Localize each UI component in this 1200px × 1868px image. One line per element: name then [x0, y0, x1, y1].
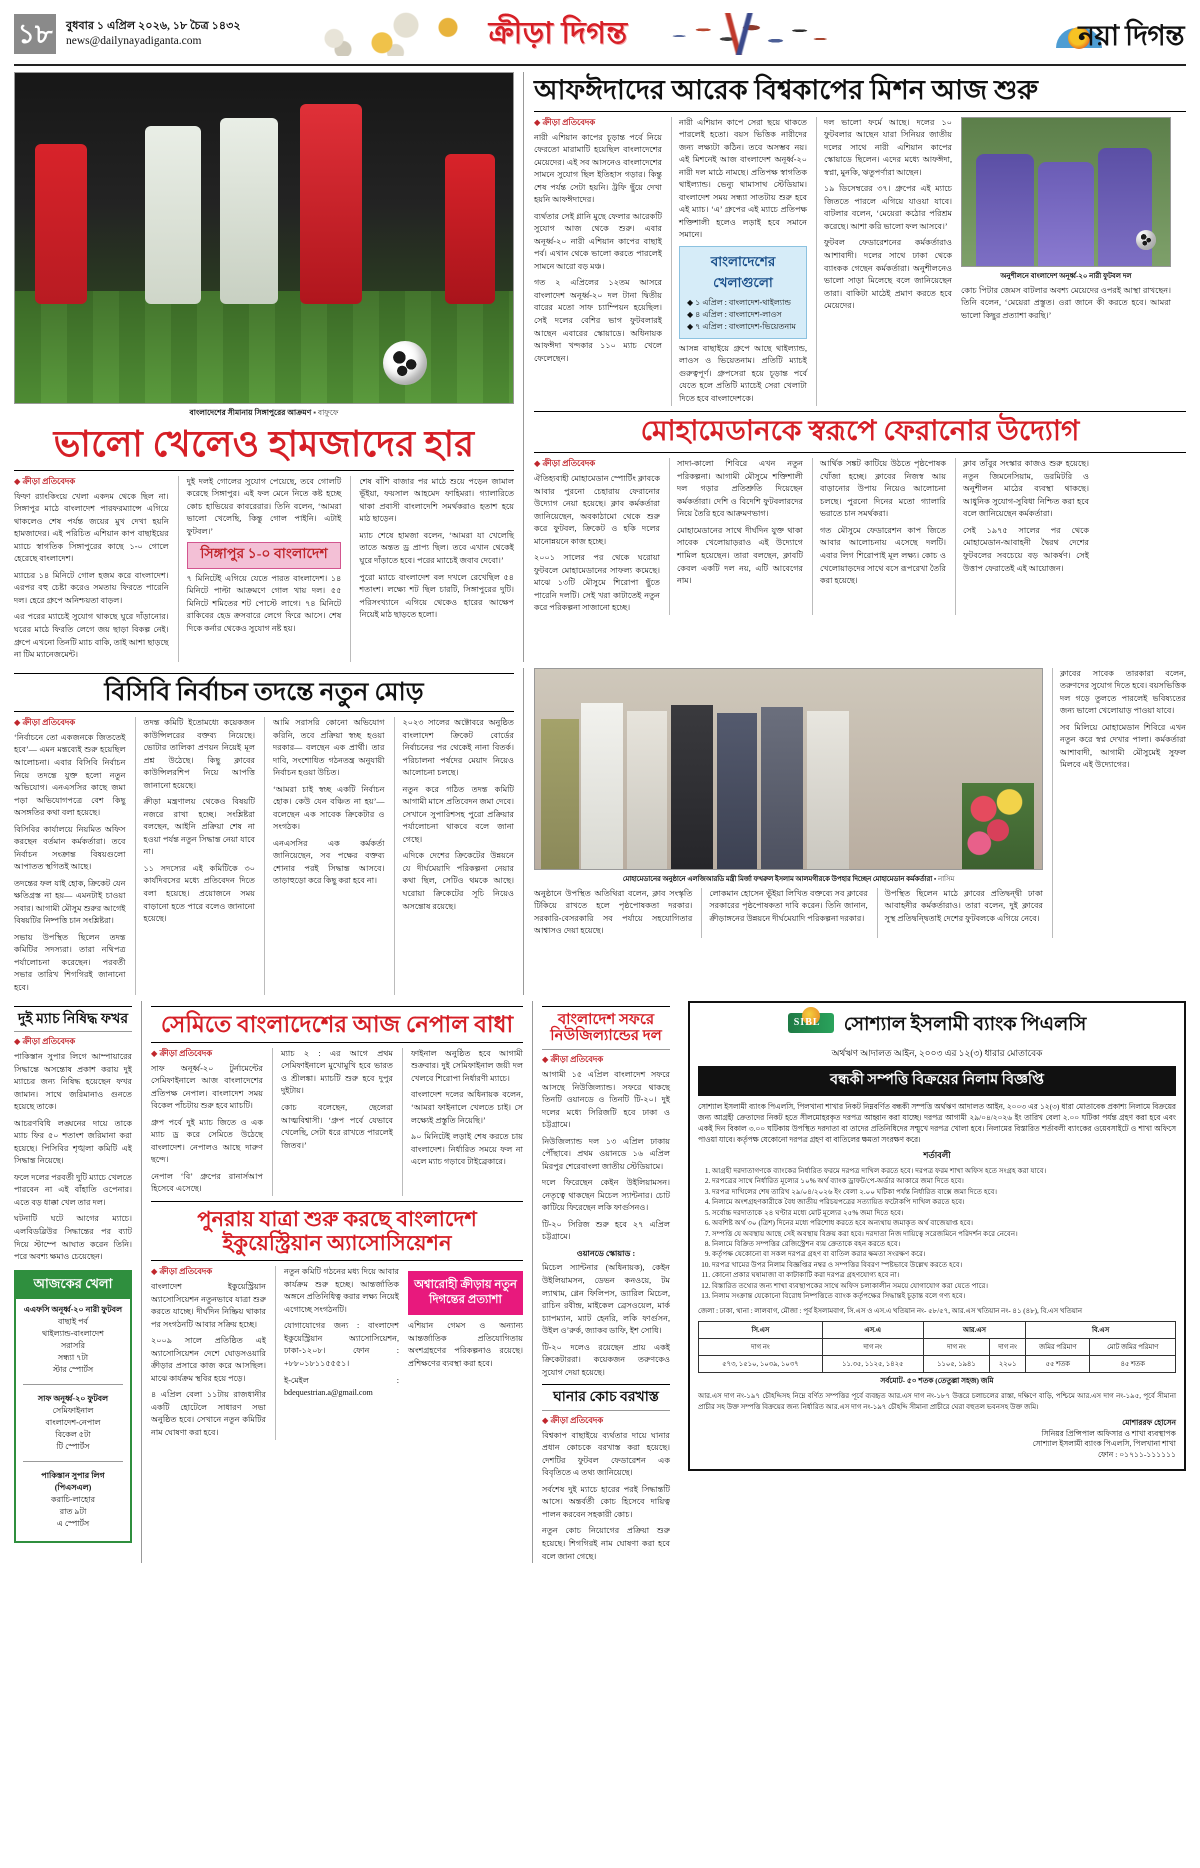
- photo-player-red-1: [35, 144, 87, 304]
- mohammedan-photo-caption: মোহামেডানের অনুষ্ঠানে এলজিআরডি মন্ত্রী মির্জা ফখরুল ইসলাম আলমগীরকে উপহার দিচ্ছেন মোহামেডান কর্মকর্তারা ▪ নাসিম: [622, 875, 955, 883]
- mohammedan-top-body: [534, 458, 1186, 615]
- todays-games-box: [14, 1270, 132, 1543]
- table-subheader: দাগ নং: [699, 1339, 823, 1356]
- section-title: ক্রীড়া দিগন্ত: [488, 16, 628, 50]
- lead-photo-caption: বাংলাদেশের সীমানায় সিঙ্গাপুরের আক্রমণ ▪ বাফুফে: [189, 408, 339, 417]
- divider: [542, 1410, 670, 1411]
- contact-email: news@dailynayadiganta.com: [66, 34, 202, 47]
- divider: [14, 711, 514, 712]
- term-item: 5. সর্বোচ্চ দরদাতাকে ২৪ ঘণ্টার মধ্যে মোট মূল্যের ২৫% জমা দিতে হবে।: [712, 1208, 1176, 1218]
- divider: [23, 1384, 123, 1385]
- divider: [23, 1461, 123, 1462]
- photo-player-2: [1038, 162, 1094, 266]
- bottom-section: [14, 1001, 1186, 1564]
- ad-address-note: আর.এস দাগ নং-১৯৭ চৌহদ্দিসহ নিম্নে বর্ণিত সম্পত্তির পূর্বে ব্যবহৃত আর.এস দাগ নং-১৮৭ উত্তরে চলাচলের রাস্তা, দক্ষিণে বাড়ি, পশ্চিমে আর.এস দাগ নং-১৯৫, পূর্বে সীমানা প্রাচীর সহ উক্ত সম্পত্তি বিক্রয়ের জন্য নির্ধারিত আর.এস দাগ নং-১৯৭ চৌহদ্দি সীমানা প্রাচীরে ঘেরা বহুতল ভবনসহ উক্ত জমি।: [698, 1392, 1176, 1411]
- term-item: 13. নিলাম সংক্রান্ত যেকোনো বিরোধ নিষ্পত্তিতে ব্যাংক কর্তৃপক্ষের সিদ্ধান্তই চূড়ান্ত বলে গণ্য হবে।: [712, 1291, 1176, 1301]
- publication-date: বুধবার ১ এপ্রিল ২০২৬, ১৮ চৈত্র ১৪৩২: [66, 19, 241, 32]
- divider: [534, 452, 1186, 453]
- lead-photo: [14, 72, 514, 404]
- lead-column-2: দুই দলই গোলের সুযোগ পেয়েছে, তবে গোলটি করেছে সিঙ্গাপুর। এই ফল মেনে নিতে কষ্ট হচ্ছে কোচ হাভিয়ের কাবরেরার। তিনি বলেন, ‘আমরা ভালো খেলেছি, কিন্তু গোল পাইনি। এটাই ফুটবল।’ সিঙ্গাপুর ১-০ বাংলাদেশ ৭ মিনিটেই এগিয়ে যেতে পারত বাংলাদেশ। ১৪ মিনিটে পাল্টা আক্রমণে গোল খায় দল। ৫৫ মিনিটে শমিতের শট পোস্টে লাগে। ৭৪ মিনিটে রাকিবের হেড ক্রসবারে লেগে ফিরে আসে। শেষ দিকে কর্নার থেকেও সুযোগ নষ্ট হয়।: [178, 476, 342, 662]
- afeida-photo-column: [961, 117, 1171, 406]
- term-item: 9. কর্তৃপক্ষ যেকোনো বা সকল দরপত্র গ্রহণ বা বাতিল করার ক্ষমতা সংরক্ষণ করে।: [712, 1249, 1176, 1259]
- byline: ◆ ক্রীড়া প্রতিবেদক: [542, 1055, 604, 1065]
- photo-person-7: [807, 711, 849, 869]
- mohammedan-photo-block: [534, 668, 1043, 938]
- nz-body: ◆ ক্রীড়া প্রতিবেদক আগামী ১৫ এপ্রিল বাংলাদেশ সফরে আসছে নিউজিল্যান্ড। সফরে থাকছে তিনটি ওয়ানডে ও তিনটি টি-২০। দুই দলের মধ্যে সিরিজটি হবে ঢাকা ও চট্টগ্রামে। নিউজিল্যান্ড দল ১৩ এপ্রিল ঢাকায় পৌঁছাবে। প্রথম ওয়ানডে ১৬ এপ্রিল মিরপুর শেরেবাংলা জাতীয় স্টেডিয়ামে। দলে ফিরেছেন কেইন উইলিয়ামসন। নেতৃত্বে থাকছেন মিচেল স্যান্টনার। চোট কাটিয়ে ফিরেছেন লকি ফার্গুসনও। টি-২০ সিরিজ শুরু হবে ২৭ এপ্রিল চট্টগ্রামে। ওয়ানডে স্কোয়াড : মিচেল স্যান্টনার (অধিনায়ক), কেইন উইলিয়ামসন, ডেভন কনওয়ে, টম ল্যাথাম, গ্লেন ফিলিপস, ড্যারিল মিচেল, রাচিন রবীন্দ্র, মাইকেল ব্রেসওয়েল, মার্ক চ্যাপম্যান, ম্যাট হেনরি, লকি ফার্গুসন, উইল ও’রুর্ক, জ্যাকব ডাফি, ইশ সোধি। টি-২০ দলেও রয়েছেন প্রায় একই ক্রিকেটাররা। কয়েকজন তরুণকেও সুযোগ দেয়া হয়েছে।: [542, 1055, 670, 1377]
- sibl-logo-icon: [788, 1009, 834, 1043]
- table-cell: ১১.৩৫, ১১২৫, ১৪২৫: [822, 1356, 923, 1373]
- byline: ◆ ক্রীড়া প্রতিবেদক: [534, 459, 596, 469]
- ad-body-text: সোশ্যাল ইসলামী ব্যাংক পিএলসি, পিলখানা শাখার নিকট নিম্নবর্ণিত বন্ধকী সম্পত্তি অর্থঋণ আদালত আইন, ২০০৩ এর ১২(৩) ধারা মোতাবেক প্রকাশ্য নিলামে বিক্রয়ের জন্য আগ্রহী ক্রেতাদের নিকট হতে সীলমোহরকৃত দরপত্র আহ্বান করা যাচ্ছে। দরপত্র আগামী ২৯/০৪/২০২৬ ইং তারিখ বেলা ২.০০ ঘটিকা পর্যন্ত গ্রহণ করা হবে এবং একই দিন বিকাল ৩.০০ ঘটিকায় উপস্থিত দরদাতা বা তাদের প্রতিনিধিদের সম্মুখে দরপত্র খোলা হবে। নিলামের বিস্তারিত শর্তাবলী ব্যাংকের ওয়েবসাইটে ও শাখা অফিসে পাওয়া যাবে। কর্তৃপক্ষ যেকোনো দরপত্র গ্রহণ বা বাতিলের ক্ষমতা সংরক্ষণ করে।: [698, 1101, 1176, 1144]
- divider: [534, 411, 1186, 412]
- afeida-headline: আফঈদাদের আরেক বিশ্বকাপের মিশন আজ শুরু: [534, 75, 1038, 105]
- mohammedan-continued: [523, 668, 1186, 995]
- semi-column-2: ম্যাচ ২ : এর আগে প্রথম সেমিফাইনালে মুখোমুখি হবে ভারত ও শ্রীলঙ্কা। ম্যাচটি শুরু হবে দুপুর দুইটায়। কোচ বলেছেন, ছেলেরা আত্মবিশ্বাসী। ‘গ্রুপ পর্বে যেভাবে খেলেছি, সেটা ধরে রাখতে পারলেই জিতব।’: [272, 1048, 393, 1196]
- mohammedan-column-5: অনুষ্ঠানে উপস্থিত অতিথিরা বলেন, ক্লাব সংস্কৃতি টিকিয়ে রাখতে হলে পৃষ্ঠপোষকতা দরকার। সরকারি-বেসরকারি সব পর্যায়ে সহযোগিতার আশ্বাসও দেয়া হয়েছে।: [534, 888, 693, 936]
- afeida-column-3: দল ভালো ফর্মে আছে। দলের ১০ ফুটবলার আছেন যারা সিনিয়র জাতীয় দলের সাথে নারী এশিয়ান কাপের স্কোয়াডে ছিলেন। এদের মধ্যে আফঈদা, স্বপ্না, মুনকি, ঋতুপর্ণারা আছেন। ১৯ ডিসেম্বরের ৩৭। গ্রুপের এই ম্যাচে জিততে পারলে এগিয়ে যাওয়া যাবে। বাটলার বলেন, ‘মেয়েরা কঠোর পরিশ্রম করেছে। আশা করি ভালো ফল আসবে।’ ফুটবল ফেডারেশনের কর্মকর্তারাও আশাবাদী। দলের সাথে ঢাকা থেকে ব্যাংকক গেছেন কর্মকর্তারা। অনুশীলনেও ভালো সাড়া মিলেছে বলে জানিয়েছেন তারা। বাকিটা মাঠেই প্রমাণ করতে হবে মেয়েদের।: [816, 117, 952, 406]
- ad-terms-list: [698, 1166, 1176, 1302]
- page-number: ১৮: [14, 14, 56, 54]
- bank-name: সোশ্যাল ইসলামী ব্যাংক পিএলসি: [843, 1013, 1087, 1035]
- top-section: [14, 72, 1186, 662]
- masthead-rule: [14, 64, 1186, 66]
- table-header: বি.এস: [1026, 1322, 1176, 1339]
- todays-games-title: আজকের খেলা: [16, 1272, 130, 1299]
- photo-person-4: [671, 705, 713, 869]
- masthead-dateblock: [66, 19, 241, 49]
- divider: [14, 1006, 132, 1007]
- athletes-banner-image: [662, 13, 834, 55]
- photo-player-1: [976, 154, 1034, 266]
- byline: ◆ ক্রীড়া প্রতিবেদক: [14, 476, 76, 486]
- photo-flower-bouquet: [962, 783, 1034, 869]
- auction-advertisement: [688, 1001, 1186, 1471]
- bottom-col-c: [532, 1001, 670, 1564]
- byline: ◆ ক্রীড়া প্রতিবেদক: [151, 1048, 213, 1058]
- byline: ◆ ক্রীড়া প্রতিবেদক: [14, 718, 76, 728]
- ad-property-table: [698, 1321, 1176, 1373]
- photo-person-1: [541, 719, 579, 869]
- mohammedan-column-3: আর্থিক সঙ্কট কাটিয়ে উঠতে পৃষ্ঠপোষক খোঁজা হচ্ছে। ক্লাবের নিজস্ব আয় বাড়ানোর উপায় নিয়েও আলোচনা চলছে। পুরনো দিনের মতো গ্যালারি ভরাতে চান সমর্থকরা। গত মৌসুমে ফেডারেশন কাপ জিতে আবার আলোচনায় এসেছে দলটি। এবার লিগ শিরোপাই মূল লক্ষ্য। কোচ ও খেলোয়াড়দের সাথে বসে রূপরেখা তৈরি করা হয়েছে।: [812, 458, 946, 615]
- term-item: 6. অবশিষ্ট অর্থ ৩০ (ত্রিশ) দিনের মধ্যে পরিশোধ করতে হবে অন্যথায় জমাকৃত অর্থ বাজেয়াপ্ত হবে।: [712, 1218, 1176, 1228]
- table-subheader: দাগ নং: [822, 1339, 923, 1356]
- ad-subtitle: অর্থঋণ আদালত আইন, ২০০৩ এর ১২(৩) ধারার মোতাবেক: [831, 1047, 1043, 1058]
- table-cell: ৫৭৩, ১৫১০, ১০৩৯, ১০৩৭: [699, 1356, 823, 1373]
- divider: [151, 1260, 523, 1261]
- score-box: সিঙ্গাপুর ১-০ বাংলাদেশ: [187, 542, 342, 568]
- bcb-body: [14, 717, 514, 994]
- todays-games-item: পাকিস্তান সুপার লিগ (পিএসএল) করাচি-লাহোর রাত ৯টা এ স্পোর্টস: [41, 1470, 105, 1528]
- logo-text: SIBL: [793, 1016, 821, 1028]
- fakhar-headline: দুই ম্যাচ নিষিদ্ধ ফখর: [17, 1011, 129, 1027]
- afeida-photo: [961, 117, 1171, 267]
- semi-column-3: ফাইনাল অনুষ্ঠিত হবে আগামী শুক্রবার। দুই সেমিফাইনাল জয়ী দল খেলবে শিরোপা নির্ধারণী ম্যাচে। বাংলাদেশ দলের অধিনায়ক বলেন, ‘আমরা ফাইনালে খেলতে চাই। সে লক্ষ্যেই প্রস্তুতি নিয়েছি।’ ৯০ মিনিটেই লড়াই শেষ করতে চায় বাংলাদেশ। নির্ধারিত সময়ে ফল না এলে ম্যাচ গড়াবে টাইব্রেকারে।: [402, 1048, 523, 1196]
- schedule-item: ◆ ১ এপ্রিল : বাংলাদেশ-থাইল্যান্ড: [687, 297, 791, 307]
- equestrian-promo-box: অশ্বারোহী ক্রীড়ায় নতুন দিগন্তের প্রত্যাশা: [408, 1271, 523, 1315]
- term-item: 1. আগ্রহী দরদাতাগণকে ব্যাংকের নির্ধারিত ফরমে দরপত্র দাখিল করতে হবে। দরপত্র ফরম শাখা অফিস হতে সংগ্রহ করা যাবে।: [712, 1166, 1176, 1176]
- divider: [14, 1031, 132, 1032]
- equestrian-headline: পুনরায় যাত্রা শুরু করছে বাংলাদেশ ইকুয়েস্ট্রিয়ান অ্যাসোসিয়েশন: [197, 1207, 477, 1256]
- lead-body: [14, 476, 514, 662]
- term-item: 2. দরপত্রের সাথে নির্ধারিত মূল্যের ১০% অর্থ ব্যাংক ড্রাফট/পে-অর্ডার আকারে জমা দিতে হবে।: [712, 1176, 1176, 1186]
- table-subheader: মোট জমির পরিমাণ: [1090, 1339, 1176, 1356]
- photo-player-white-2: [220, 118, 278, 304]
- schedule-box: [679, 246, 807, 339]
- table-cell: ১১০৫, ১৯৪১: [923, 1356, 989, 1373]
- ad-signature: মোশাররফ হোসেন সিনিয়র প্রিন্সিপাল অফিসার ও শাখা ব্যবস্থাপক সোশ্যাল ইসলামী ব্যাংক পিএলসি, পিলখানা শাখা ফোন : ০১৭১১-১১১১১১: [1032, 1418, 1176, 1460]
- table-header-row: [699, 1322, 1176, 1339]
- ad-total-line: সর্বমোট- ৫০ শতক (তেতুল্লা সহজ) জমি: [880, 1376, 994, 1386]
- mohammedan-column-8: ক্লাবের সাবেক তারকারা বলেন, তরুণদের সুযোগ দিতে হবে। বয়সভিত্তিক দল গড়ে তুলতে পারলেই ভবিষ্যতের জন্য ভালো খেলোয়াড় পাওয়া যাবে। সব মিলিয়ে মোহামেডান শিবিরে এখন নতুন করে স্বপ্ন দেখার পালা। কর্মকর্তারা আশাবাদী, আগামী মৌসুমেই সুফল মিলবে এই উদ্যোগের।: [1052, 668, 1186, 938]
- photo-football-icon: [383, 341, 427, 385]
- bcb-headline: বিসিবি নির্বাচন তদন্তে নতুন মোড়: [104, 678, 424, 706]
- nz-headline: বাংলাদেশ সফরে নিউজিল্যান্ডের দল: [550, 1011, 662, 1045]
- table-header: এস.এ: [822, 1322, 923, 1339]
- mohammedan-column-1: ◆ ক্রীড়া প্রতিবেদক ঐতিহ্যবাহী মোহামেডান স্পোর্টিং ক্লাবকে আবার পুরনো চেহারায় ফেরানোর উদ্যোগ নেয়া হয়েছে। ক্লাব কর্মকর্তারা জানিয়েছেন, অবকাঠামো থেকে শুরু করে ফুটবল, ক্রিকেট ও হকি দলের মানোন্নয়নে কাজ হচ্ছে। ২০০১ সালের পর থেকে ঘরোয়া ফুটবলে মোহামেডানের সাফল্য কমেছে। মাঝে ১৩টি মৌসুমে শিরোপা ছুঁতে পারেনি দলটি। সেই খরা কাটাতেই নতুন করে পরিকল্পনা সাজানো হচ্ছে।: [534, 459, 660, 613]
- afeida-photo-caption: অনুশীলনে বাংলাদেশ অনূর্ধ্ব-২০ নারী ফুটবল দল: [1000, 271, 1132, 280]
- lead-headline: ভালো খেলেও হামজাদের হার: [53, 424, 475, 464]
- term-item: 12. বিস্তারিত তথ্যের জন্য শাখা ব্যবস্থাপকের সাথে অফিস চলাকালীন সময়ে যোগাযোগ করা যেতে পারে।: [712, 1281, 1176, 1291]
- divider: [534, 111, 1186, 112]
- semi-body: [151, 1048, 523, 1196]
- divider: [542, 1384, 670, 1385]
- divider: [14, 673, 514, 674]
- photo-player-white-1: [145, 126, 201, 304]
- table-cell: ৪৫ শতক: [1090, 1356, 1176, 1373]
- term-item: 3. দরপত্র দাখিলের শেষ তারিখ ২৯/০৪/২০২৬ ইং বেলা ২.০০ ঘটিকা পর্যন্ত নির্ধারিত বাক্সে জমা দিতে হবে।: [712, 1187, 1176, 1197]
- divider: [542, 1049, 670, 1050]
- mohammedan-photo: [534, 668, 1043, 870]
- photo-player-red-2: [300, 104, 362, 304]
- photo-person-2: [581, 703, 623, 869]
- ghana-body: ◆ ক্রীড়া প্রতিবেদক বিশ্বকাপ বাছাইয়ে ব্যর্থতার দায়ে ঘানার প্রধান কোচকে বরখাস্ত করা হয়েছে। দেশটির ফুটবল ফেডারেশন এক বিবৃতিতে এ তথ্য জানিয়েছে। সর্বশেষ দুই ম্যাচে হারের পরই সিদ্ধান্তটি আসে। অন্তর্বর্তী কোচ হিসেবে দায়িত্ব পালন করবেন সহকারী কোচ। নতুন কোচ নিয়োগের প্রক্রিয়া শুরু হয়েছে। শিগগিরই নাম ঘোষণা করা হবে বলে জানা গেছে।: [542, 1415, 670, 1561]
- equestrian-column-3: অশ্বারোহী ক্রীড়ায় নতুন দিগন্তের প্রত্যাশা এশিয়ান গেমস ও অন্যান্য আন্তর্জাতিক প্রতিযোগিতায় অংশগ্রহণের পরিকল্পনাও রয়েছে। প্রশিক্ষণের ব্যবস্থা করা হবে।: [408, 1266, 523, 1439]
- brand-logo: [1056, 14, 1184, 61]
- todays-games-item: সাফ অনূর্ধ্ব-২০ ফুটবল সেমিফাইনাল বাংলাদেশ-নেপাল বিকেল ৫টা টি স্পোর্টস: [37, 1393, 109, 1451]
- table-subheader: জমির পরিমাণ: [1026, 1339, 1090, 1356]
- mohammedan-column-4: ক্লাব তাঁবুর সংস্কার কাজও শুরু হয়েছে। নতুন জিমনেসিয়াম, ডরমিটরি ও অনুশীলন মাঠের ব্যবস্থা থাকছে। আধুনিক সুযোগ-সুবিধা নিশ্চিত করা হবে বলে জানিয়েছেন কর্মকর্তারা। সেই ১৯৭৫ সালের পর থেকে মোহামেডান-আবাহনী দ্বৈরথ দেশের ফুটবলের সবচেয়ে বড় আকর্ষণ। সেই উত্তাপ ফেরাতেই এই আয়োজন।: [955, 458, 1089, 615]
- bottom-col-a: [14, 1001, 132, 1564]
- bcb-story: [14, 668, 514, 995]
- table-cell: ২২০১: [990, 1356, 1026, 1373]
- bottom-col-d: [679, 1001, 1186, 1564]
- mohammedan-column-2: সাদা-কালো শিবিরে এখন নতুন পরিকল্পনা। আগামী মৌসুমে শক্তিশালী দল গড়ার প্রতিশ্রুতি দিয়েছেন কর্মকর্তারা। দেশি ও বিদেশি ফুটবলারদের নিয়ে তৈরি হবে আক্রমণভাগ। মোহামেডানের সাথে দীর্ঘদিন যুক্ত থাকা সাবেক খেলোয়াড়রাও এই উদ্যোগে শামিল হয়েছেন। তারা বলছেন, ক্লাবটি কেবল একটি দল নয়, এটি আবেগের নাম।: [669, 458, 803, 615]
- schedule-item: ◆ ৭ এপ্রিল : বাংলাদেশ-ভিয়েতনাম: [687, 321, 796, 331]
- ad-property-note: জেলা : ঢাকা, থানা : লালবাগ, মৌজা : পূর্ব ইসলামবাগ, সি.এস ও এস.এ খতিয়ান নং- ৫৮/৫৭, আর.এস খতিয়ান নং- ৪১ (৪৮), বি.এস খতিয়ান: [698, 1306, 1083, 1315]
- photo-person-3: [627, 711, 667, 869]
- middle-section: [14, 668, 1186, 995]
- term-item: 10. দরপত্র খামের উপর নিলাম বিজ্ঞপ্তির নম্বর ও সম্পত্তির বিবরণ স্পষ্টভাবে উল্লেখ করতে হবে।: [712, 1260, 1176, 1270]
- afeida-column-1: ◆ ক্রীড়া প্রতিবেদক নারী এশিয়ান কাপের চূড়ান্ত পর্বে নিয়ে ফেরতো মারামাটি হয়েছিল বাংলাদেশের মেয়েদের। এই সব আসনেও বাংলাদেশের সামনে সুযোগ ছিল ইতিহাস গড়ার। কিন্তু শেষ পর্যন্ত সেটা হয়নি। ট্রফি ছুঁয়ে দেখা হয়নি আফঈদাদের। ব্যর্থতার সেই গ্লানি মুছে ফেলার আরেকটি সুযোগ আজ থেকে শুরু। এবার অনূর্ধ্ব-২০ নারী এশিয়ান কাপের বাছাই পর্ব। এখান থেকে ভালো করতে পারলেই সামনে আরো বড় মঞ্চ। গত ২ এপ্রিলের ১২তম আসরে বাংলাদেশ অনূর্ধ্ব-২০ দল টানা দ্বিতীয় বারের মতো সাফ চ্যাম্পিয়ন হয়েছিল। সেই দলের বেশির ভাগ ফুটবলারই আছেন এবারের স্কোয়াডে। অধিনায়ক আফঈদা খন্দকার ১১০ ম্যাচ খেলে ফেলেছেন।: [534, 117, 662, 363]
- schedule-item: ◆ ৪ এপ্রিল : বাংলাদেশ-লাওস: [687, 309, 782, 319]
- bottom-col-b: [141, 1001, 523, 1564]
- semi-column-1: ◆ ক্রীড়া প্রতিবেদক সাফ অনূর্ধ্ব-২০ টুর্নামেন্টের সেমিফাইনালে আজ বাংলাদেশের প্রতিপক্ষ নেপাল। বাংলাদেশ সময় বিকেল পাঁচটায় শুরু হবে ম্যাচটি। গ্রুপ পর্বে দুই ম্যাচ জিতে ও এক ম্যাচ ড্র করে সেমিতে উঠেছে বাংলাদেশ। নেপালও আছে দারুণ ছন্দে। নেপাল ‘বি’ গ্রুপের রানার্সআপ হিসেবে এসেছে।: [151, 1048, 263, 1194]
- photo-pitch-bg: [15, 291, 513, 403]
- term-item: 7. সম্পত্তি যে অবস্থায় আছে সেই অবস্থায় বিক্রয় করা হবে। দরদাতা নিজ দায়িত্বে সরেজমিনে পরিদর্শন করে নেবেন।: [712, 1229, 1176, 1239]
- mohammedan-column-6: লোকমান হোসেন ভূঁইয়া লিখিত বক্তব্যে সব ক্লাবের সরকারের পৃষ্ঠপোষকতা দাবি করেন। তিনি জানান, ক্রীড়াঙ্গনের উন্নয়নে দীর্ঘমেয়াদি পরিকল্পনা দরকার।: [701, 888, 867, 938]
- photo-player-red-3: [445, 154, 495, 304]
- schedule-title: বাংলাদেশের খেলাগুলো: [710, 254, 776, 290]
- photo-person-6: [761, 707, 803, 869]
- term-item: 4. নিলামে অংশগ্রহণকারীকে বৈধ জাতীয় পরিচয়পত্রের সত্যায়িত ফটোকপি দাখিল করতে হবে।: [712, 1197, 1176, 1207]
- brand-name: নয়া দিগন্ত: [1078, 21, 1184, 52]
- ad-header: [698, 1009, 1176, 1043]
- term-item: 8. নিলামে বিক্রিত সম্পত্তির রেজিস্ট্রেশন ব্যয় ক্রেতাকে বহন করতে হবে।: [712, 1239, 1176, 1249]
- sports-balls-banner-image: [313, 12, 463, 56]
- bcb-column-1: ◆ ক্রীড়া প্রতিবেদক ‘নির্বাচনে তো একজনকে জিততেই হবে’— এমন মন্তব্যেই শুরু হয়েছিল আলোচনা। এবার বিসিবি নির্বাচন নিয়ে তদন্তে যুক্ত হলো নতুন অভিযোগ। এনএসসির কাছে জমা পড়া অভিযোগপত্রে বেশ কিছু অসঙ্গতির কথা বলা হয়েছে। বিসিবির কার্যালয়ে নিয়মিত অফিস করছেন বর্তমান কর্মকর্তারা। তবে নির্বাচন সংক্রান্ত বিষয়গুলো আপাতত স্থগিতই আছে। তদন্তের ফল যাই হোক, ক্রিকেট যেন ক্ষতিগ্রস্ত না হয়— এমনটাই চাওয়া সবার। আগামী মৌসুম শুরুর আগেই বিষয়টির নিষ্পত্তি চান সংশ্লিষ্টরা। সভায় উপস্থিত ছিলেন তদন্ত কমিটির সদস্যরা। তারা নথিপত্র পর্যালোচনা করেছেন। পরবর্তী সভার তারিখ শিগগিরই জানানো হবে।: [14, 718, 126, 993]
- term-item: 11. কোনো প্রকার ঘষামাজা বা কাটাকাটি করা দরপত্র গ্রহণযোগ্য হবে না।: [712, 1270, 1176, 1280]
- table-row: [699, 1356, 1176, 1373]
- mohammedan-headline: মোহামেডানকে স্বরূপে ফেরানোর উদ্যোগ: [640, 415, 1080, 447]
- afeida-column-4: কোচ পিটার জেমস বাটলার অবশ্য মেয়েদের ওপরই আস্থা রাখছেন। তিনি বলেন, ‘মেয়েরা প্রস্তুত। ওরা জানে কী করতে হবে। আমরা ভালো কিছুর প্রত্যাশা করছি।’: [961, 285, 1171, 320]
- table-subheader-row: [699, 1339, 1176, 1356]
- divider: [151, 1201, 523, 1202]
- equestrian-body: [151, 1266, 523, 1439]
- ad-terms-title: শর্তাবলী: [923, 1149, 951, 1160]
- ad-bar-title: বন্ধকী সম্পত্তি বিক্রয়ের নিলাম বিজ্ঞপ্তি: [698, 1066, 1176, 1096]
- todays-games-item: এএফসি অনূর্ধ্ব-২০ নারী ফুটবল বাছাই পর্ব থাইল্যান্ড-বাংলাদেশ সরাসরি সন্ধ্যা ৭টা স্টার স্পোর্টস: [23, 1304, 123, 1374]
- divider: [14, 470, 514, 471]
- mohammedan-column-7: উপস্থিত ছিলেন মাঠে ক্লাবের প্রতিদ্বন্দ্বী ঢাকা আবাহনীর কর্মকর্তারাও। তারা বলেন, দুই ক্লাবের সুস্থ প্রতিদ্বন্দ্বিতাই দেশের ফুটবলকে এগিয়ে নেবে।: [877, 888, 1043, 938]
- equestrian-column-1: ◆ ক্রীড়া প্রতিবেদক বাংলাদেশ ইকুয়েস্ট্রিয়ান অ্যাসোসিয়েশন নতুনভাবে যাত্রা শুরু করতে যাচ্ছে। দীর্ঘদিন নিষ্ক্রিয় থাকার পর সংগঠনটি আবার সক্রিয় হচ্ছে। ২০০৯ সালে প্রতিষ্ঠিত এই অ্যাসোসিয়েশন দেশে ঘোড়সওয়ারি ক্রীড়ার প্রসারে কাজ করে আসছিল। মাঝে কার্যক্রম স্থবির হয়ে পড়ে। ৪ এপ্রিল বেলা ১১টায় রাজধানীর একটি হোটেলে সাধারণ সভা অনুষ্ঠিত হবে। সেখানে নতুন কমিটির নাম ঘোষণা করা হবে।: [151, 1267, 266, 1437]
- table-cell: ৫৫ শতক: [1026, 1356, 1090, 1373]
- photo-football-icon: [1136, 230, 1156, 250]
- table-subheader: দাগ নং: [990, 1339, 1026, 1356]
- bcb-column-4: ২০২৩ সালের অক্টোবরে অনুষ্ঠিত বাংলাদেশ ক্রিকেট বোর্ডের নির্বাচনের পর থেকেই নানা বিতর্ক। পরিচালনা পর্ষদের মেয়াদ নিয়েও আলোচনা চলছে। নতুন করে গঠিত তদন্ত কমিটি আগামী মাসে প্রতিবেদন জমা দেবে। সেখানে সুপারিশসহ পুরো প্রক্রিয়ার পর্যালোচনা থাকবে বলে জানা গেছে। এদিকে দেশের ক্রিকেটের উন্নয়নে যে দীর্ঘমেয়াদি পরিকল্পনা নেয়ার কথা ছিল, সেটিও থমকে আছে। ঘরোয়া ক্রিকেটের সূচি নিয়েও অসন্তোষ রয়েছে।: [394, 717, 515, 994]
- lead-column-3: শেষ বাঁশি বাজার পর মাঠে শুয়ে পড়েন জামাল ভূঁইয়া, ফয়সাল আহমেদ ফাহিমরা। গ্যালারিতে থাকা প্রবাসী বাংলাদেশি সমর্থকরাও হতাশ হয়ে মাঠ ছাড়েন। ম্যাচ শেষে হামজা বলেন, ‘আমরা যা খেলেছি তাতে অন্তত ড্র প্রাপ্য ছিল। তবে এখান থেকেই ঘুরে দাঁড়াতে হবে। পরের ম্যাচেই জবাব দেবো।’ পুরো ম্যাচে বাংলাদেশ বল দখলে রেখেছিল ৫৪ শতাংশ। লক্ষ্যে শট ছিল চারটি, সিঙ্গাপুরের দুটি। পরিসংখ্যানে এগিয়ে থেকেও হারের আক্ষেপ নিয়েই মাঠ ছাড়তে হলো।: [350, 476, 514, 662]
- semi-headline: সেমিতে বাংলাদেশের আজ নেপাল বাধা: [160, 1011, 514, 1037]
- divider: [542, 1006, 670, 1007]
- table-subheader: দাগ নং: [923, 1339, 989, 1356]
- ghana-headline: ঘানার কোচ বরখাস্ত: [553, 1390, 659, 1406]
- bcb-column-3: আমি সরাসরি কোনো অভিযোগ করিনি, তবে প্রক্রিয়া স্বচ্ছ হওয়া দরকার— বলছেন এক প্রার্থী। তার দাবি, সংশোধিত গঠনতন্ত্র অনুযায়ী নির্বাচন হওয়া উচিত। ‘আমরা চাই স্বচ্ছ একটি নির্বাচন হোক। কেউ যেন বঞ্চিত না হয়’— বলেছেন এক সাবেক ক্রিকেটার ও সংগঠক। এনএসসির এক কর্মকর্তা জানিয়েছেন, সব পক্ষের বক্তব্য শোনার পরই সিদ্ধান্ত আসবে। তাড়াহুড়ো করে কিছু করা হবে না।: [264, 717, 385, 994]
- masthead: [14, 8, 1186, 60]
- byline: ◆ ক্রীড়া প্রতিবেদক: [542, 1415, 604, 1425]
- fakhar-body: ◆ ক্রীড়া প্রতিবেদক পাকিস্তান সুপার লিগে আম্পায়ারের সিদ্ধান্তে অসন্তোষ প্রকাশ করায় দুই ম্যাচের জন্য নিষিদ্ধ হয়েছেন ফখর জামান। সাথে জরিমানাও গুনতে হয়েছে তাকে। আচরণবিধি লঙ্ঘনের দায়ে তাকে ম্যাচ ফির ৫০ শতাংশ জরিমানা করা হয়েছে। পিসিবির শৃঙ্খলা কমিটি এই সিদ্ধান্ত নিয়েছে। ফলে দলের পরবর্তী দুটি ম্যাচে খেলতে পারবেন না এই বাঁহাতি ওপেনার। এতে বড় ধাক্কা খেল তার দল। ঘটনাটি ঘটে আগের ম্যাচে। এলবিডব্লিউর সিদ্ধান্তের পর ব্যাট দিয়ে স্টাম্পে আঘাত করেন তিনি। পরে অবশ্য ক্ষমাও চেয়েছেন।: [14, 1037, 132, 1262]
- photo-person-5: [717, 713, 757, 869]
- afeida-column-2: নারী এশিয়ান কাপে সেরা ছয়ে থাকতে পারলেই হতো। বয়স ভিত্তিক নারীদের জন্য লক্ষ্যটা কঠিন। তবে অসম্ভব নয়। এই মিশনেই আজ বাংলাদেশ অনূর্ধ্ব-২০ নারী দল মাঠে নামছে। প্রতিপক্ষ স্বাগতিক থাইল্যান্ড। ভেন্যু থামাসাথ স্টেডিয়াম। বাংলাদেশ সময় সন্ধ্যা সাতটায় শুরু হবে এই ম্যাচ। ‘এ’ গ্রুপের এই ম্যাচে প্রতিপক্ষ শক্তিশালী হলেও লড়াই হবে সমানে সমানে। বাংলাদেশের খেলাগুলো ◆ ১ এপ্রিল : বাংলাদেশ-থাইল্যান্ড ◆ ৪ এপ্রিল : বাংলাদেশ-লাওস ◆ ৭ এপ্রিল : বাংলাদেশ-ভিয়েতনাম আসন্ন বাছাইয়ে গ্রুপে আছে থাইল্যান্ড, লাওস ও ভিয়েতনাম। প্রতিটি ম্যাচই গুরুত্বপূর্ণ। গ্রুপসেরা হয়ে চূড়ান্ত পর্বে যেতে হলে প্রতিটি ম্যাচেই সেরা খেলাটা দিতে হবে বাংলাদেশকে।: [671, 117, 807, 406]
- divider: [151, 1006, 523, 1007]
- divider: [151, 1042, 523, 1043]
- byline: ◆ ক্রীড়া প্রতিবেদক: [151, 1267, 213, 1277]
- byline: ◆ ক্রীড়া প্রতিবেদক: [14, 1037, 76, 1047]
- afeida-story: [523, 72, 1186, 662]
- mohammedan-lower: [534, 668, 1186, 938]
- equestrian-column-2: নতুন কমিটি গঠনের মধ্য দিয়ে আবার কার্যক্রম শুরু হচ্ছে। আন্তর্জাতিক অঙ্গনে প্রতিনিধিত্ব করার লক্ষ্য নিয়েই এগোচ্ছে সংগঠনটি। যোগাযোগের জন্য : বাংলাদেশ ইকুয়েস্ট্রিয়ান অ্যাসোসিয়েশন, ঢাকা-১২০৮। ফোন : +৮৮০১৮১১৫৫৫১। ই-মেইল : bdequestrian.a@gmail.com: [275, 1266, 399, 1439]
- lead-column-1: ◆ ক্রীড়া প্রতিবেদক ফিফা র‌্যাংকিংয়ে খেলা একদম থেকে ছিল না। সিঙ্গাপুর মাঠে বাংলাদেশ পারফরম্যান্সে এগিয়ে থাকলেও শেষ পর্যন্ত জয়ের মুখ দেখা হয়নি হামজাদের। এই পরিচিত এশিয়ান কাপ বাছাইয়ের ম্যাচে স্বাগতিক সিঙ্গাপুরের কাছে ১-০ গোলে হেরেছে বাংলাদেশ। ম্যাচের ১৪ মিনিটে গোল হজম করে বাংলাদেশ। এরপর বহু চেষ্টা করেও সমতায় ফিরতে পারেনি দল। হেরে গ্রুপে অনিশ্চয়তা বাড়ল। এর পরের ম্যাচেই সুযোগ থাকছে ঘুরে দাঁড়ানোর। ঘরের মাঠে ফিরতি লেগে জয় ছাড়া বিকল্প নেই। গ্রুপে এখনো তিনটি ম্যাচ বাকি, তাই আশা ছাড়ছে না টিম ম্যানেজমেন্ট।: [14, 476, 169, 660]
- lead-story: [14, 72, 514, 662]
- byline: ◆ ক্রীড়া প্রতিবেদক: [534, 117, 596, 127]
- table-header: আর.এস: [923, 1322, 1025, 1339]
- bcb-column-2: তদন্ত কমিটি ইতোমধ্যে কয়েকজন কাউন্সিলরের বক্তব্য নিয়েছে। ভোটার তালিকা প্রণয়ন নিয়েই মূল প্রশ্ন উঠেছে। কিছু ক্লাবের কাউন্সিলরশিপ নিয়ে আপত্তি জানানো হয়েছে। ক্রীড়া মন্ত্রণালয় থেকেও বিষয়টি নজরে রাখা হচ্ছে। সংশ্লিষ্টরা বলছেন, আইনি প্রক্রিয়া শেষ না হওয়া পর্যন্ত নতুন সিদ্ধান্ত নেয়া যাবে না। ১১ সদস্যের এই কমিটিকে ৩০ কার্যদিবসের মধ্যে প্রতিবেদন দিতে বলা হয়েছে। প্রয়োজনে সময় বাড়ানো হতে পারে বলেও জানানো হয়েছে।: [135, 717, 256, 994]
- mohammedan-lower-cols: [534, 888, 1043, 938]
- table-header: সি.এস: [699, 1322, 823, 1339]
- afeida-body: [534, 117, 1186, 406]
